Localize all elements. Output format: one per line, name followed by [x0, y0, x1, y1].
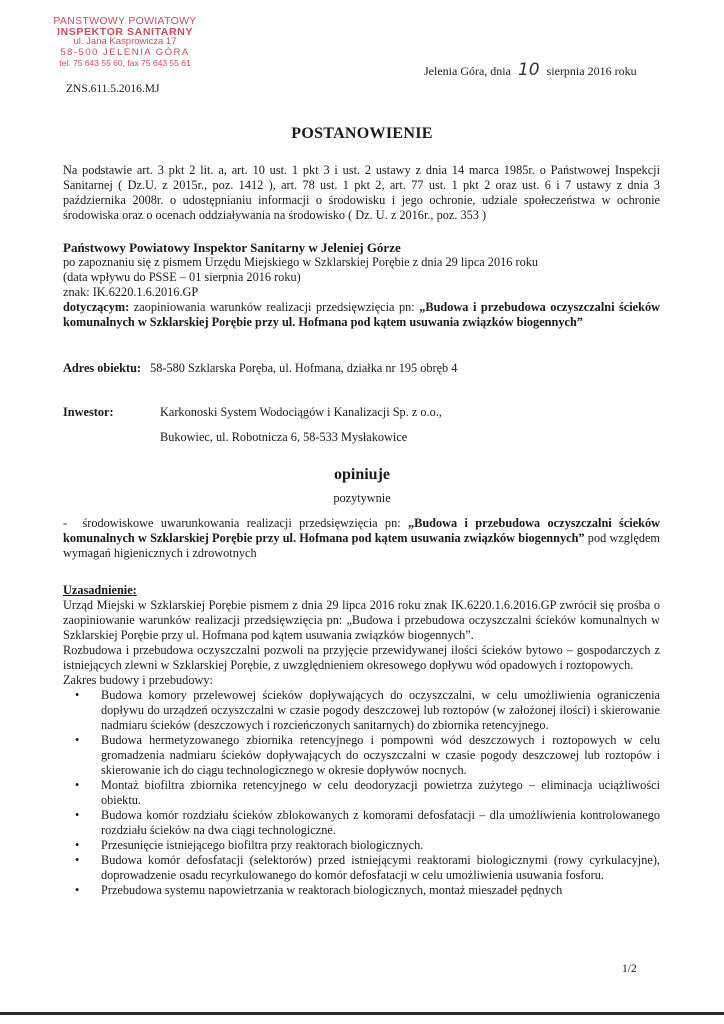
- scope-heading: Zakres budowy i przebudowy:: [63, 673, 213, 687]
- scope-list: [63, 688, 660, 898]
- handwritten-day: 10: [517, 60, 540, 80]
- investor-line: Bukowiec, ul. Robotnicza 6, 58-533 Mysłakowice: [160, 430, 408, 444]
- investor-line: Karkonoski System Wodociągów i Kanalizacji Sp. z o.o.,: [160, 405, 442, 419]
- list-item: • Montaż biofiltra zbiornika retencyjnego w celu deodoryzacji powietrza zużytego – eliminacja uciążliwości obiektu.: [101, 778, 660, 808]
- opinion-dash: -: [63, 516, 68, 530]
- justification-heading: Uzasadnienie:: [63, 583, 137, 597]
- address-value: 58-580 Szklarska Poręba, ul. Hofmana, działka nr 195 obręb 4: [150, 361, 458, 375]
- address-label: Adres obiektu:: [63, 361, 142, 375]
- scan-edge-line: [0, 1012, 724, 1015]
- legal-basis: Na podstawie art. 3 pkt 2 lit. a, art. 10 ust. 1 pkt 3 i ust. 2 ustawy z dnia 14 marca 1985r. o Państwowej Inspekcji Sanitarnej ( Dz.U. z 2015r., poz. 1412 ), art. 78 ust. 1 pkt 2, art. 77 ust. 1 pkt 2 oraz ust. 6 i 7 ustawy z dnia 3 października 2008r. o udostępnianiu informacji o środowisku i jego ochronie, udziale społeczeństwa w ochronie środowiska oraz o ocenach oddziaływania na środowisko ( Dz. U. z 2016r., poz. 353 ): [63, 163, 660, 222]
- opinion-paragraph: [63, 516, 660, 561]
- project-name: „Budowa i przebudowa oczyszczalni ścieków komunalnych w Szklarskiej Porębie przy ul. Hofmana pod kątem usuwania związków biogennych”: [63, 300, 660, 329]
- opinion-result: pozytywnie: [333, 491, 391, 505]
- page-number: 1/2: [622, 963, 637, 975]
- authority-name: Państwowy Powiatowy Inspektor Sanitarny w Jeleniej Górze: [63, 240, 401, 255]
- opinion-project-name: „Budowa i przebudowa oczyszczalni ścieków komunalnych w Szklarskiej Porębie przy ul. Hofmana pod kątem usuwania związków biogennych”: [63, 516, 661, 545]
- place-and-date: [424, 60, 637, 80]
- list-item: • Budowa komór rozdziału ścieków zblokowanych z komorami defosfatacji – dla umożliwienia kontrolowanego rozdziału ścieków na dwa ciągi technologiczne.: [101, 808, 660, 838]
- stamp-line: INSPEKTOR SANITARNY: [57, 25, 193, 38]
- authority-section: [63, 240, 660, 330]
- opinion-verb: opiniuje: [333, 466, 390, 483]
- document-title: POSTANOWIENIE: [291, 125, 433, 142]
- authority-line: po zapoznaniu się z pismem Urzędu Miejskiego w Szklarskiej Porębie z dnia 29 lipca 2016 roku: [63, 255, 539, 269]
- address-row: [63, 361, 457, 376]
- authority-line: znak: IK.6220.1.6.2016.GP: [63, 285, 199, 299]
- justification-paragraph: Urząd Miejski w Szklarskiej Porębie pismem z dnia 29 lipca 2016 roku znak IK.6220.1.6.2016.GP zwrócił się prośba o zaopiniowanie warunków realizacji przedsięwzięcia pn: „Budowa i przebudowa oczyszczalni ścieków komunalnych w Szklarskiej Porębie przy ul. Hofmana pod kątem usuwania związków biogennych”.: [63, 598, 660, 642]
- place-prefix: Jelenia Góra, dnia: [424, 64, 511, 78]
- authority-line: (data wpływu do PSSE – 01 sierpnia 2016 roku): [63, 270, 301, 284]
- opinion-text-suffix: pod względem wymagań higienicznych i zdrowotnych: [63, 531, 660, 560]
- list-item: • Przebudowa systemu napowietrzania w reaktorach biologicznych, montaż mieszadeł pędnych: [101, 883, 660, 898]
- opinion-text-prefix: środowiskowe uwarunkowania realizacji przedsięwzięcia pn:: [82, 516, 401, 530]
- stamp-line: PANSTWOWY POWIATOWY: [53, 15, 197, 27]
- list-item: • Przesunięcie istniejącego biofiltra przy reaktorach biologicznych.: [101, 838, 660, 853]
- place-suffix: sierpnia 2016 roku: [546, 64, 637, 78]
- stamp-line: ul. Jana Kasprowicza 17: [73, 36, 177, 47]
- list-item: • Budowa komór defosfatacji (selektorów) przed istniejącymi reaktorami biologicznymi (rowy cyrkulacyjne), doprowadzenie osadu recyrkulowanego do komór defosfatacji w celu umożliwienia usuwania fosforu.: [101, 853, 660, 883]
- justification-section: [63, 583, 660, 898]
- official-stamp: [40, 16, 210, 69]
- list-item: • Budowa hermetyzowanego zbiornika retencyjnego i pompowni wód deszczowych i roztopowych w celu gromadzenia nadmiaru ścieków dopływających do oczyszczalni w czasie pogody deszczowej lub roztopów i skierowanie ich do ciągu technologicznego w okresie dopływów nocnych.: [101, 733, 660, 778]
- list-item: • Budowa komory przelewowej ścieków dopływających do oczyszczalni, w celu umożliwienia ograniczenia dopływu do urządzeń oczyszczalni w czasie pogody deszczowej lub roztopów (w założonej ilości) i skierowanie nadmiaru ścieków (deszczowych i rozcieńczonych sanitarnych) do zbiornika retencyjnego.: [101, 688, 660, 733]
- investor-label: Inwestor:: [63, 405, 114, 419]
- concerning-text: zaopiniowania warunków realizacji przedsięwzięcia pn:: [133, 300, 415, 314]
- concerning-label: dotyczącym:: [63, 300, 130, 314]
- stamp-line: 58-500 JELENIA GÓRA: [60, 46, 190, 58]
- stamp-line: tel. 75 643 55 60, fax 75 643 55 61: [59, 58, 191, 68]
- concerning-paragraph: [63, 300, 660, 330]
- justification-paragraph: Rozbudowa i przebudowa oczyszczalni pozwoli na przyjęcie przewidywanej ilości ścieków bytowo – gospodarczych z istniejących zlewni w Szklarskiej Porębie, z uwzględnieniem okresowego dopływu wód opadowych i roztopowych.: [63, 643, 660, 672]
- reference-number: ZNS.611.5.2016.MJ: [66, 83, 160, 95]
